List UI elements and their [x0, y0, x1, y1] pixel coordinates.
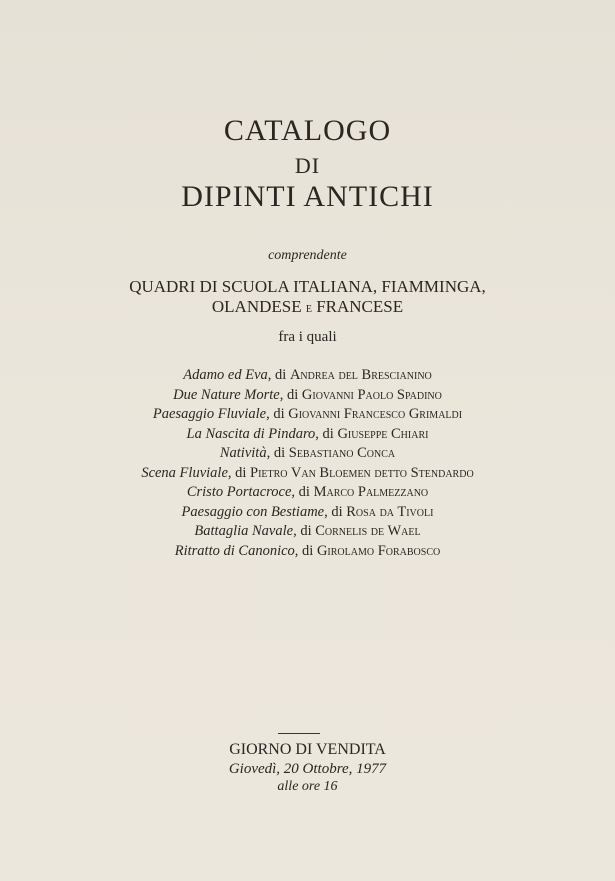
- work-title: Battaglia Navale: [194, 523, 294, 539]
- work-sep: , di: [294, 542, 317, 559]
- work-sep: , di: [293, 523, 316, 539]
- work-title: Natività: [219, 445, 267, 461]
- work-sep: , di: [227, 464, 251, 481]
- work-title: La Nascita di Pindaro: [186, 425, 316, 442]
- work-title: Paesaggio Fluviale: [152, 406, 267, 422]
- work-artist: Girolamo Forabosco: [316, 542, 441, 559]
- work-artist: Giovanni Francesco Grimaldi: [288, 406, 463, 422]
- work-item: [0, 386, 615, 406]
- work-item: [0, 464, 615, 484]
- sale-heading: GIORNO DI VENDITA: [229, 741, 386, 758]
- work-item: [0, 483, 615, 503]
- work-title: Paesaggio con Bestiame: [181, 503, 325, 520]
- schools-olandese: OLANDESE: [211, 297, 306, 316]
- divider-rule: [278, 733, 320, 734]
- work-sep: , di: [267, 367, 290, 383]
- work-item: [0, 444, 615, 464]
- work-item: [0, 542, 615, 562]
- work-artist: Andrea del Brescianino: [289, 367, 432, 383]
- schools-francese: FRANCESE: [311, 297, 404, 316]
- schools-line-2: [0, 297, 615, 320]
- fra-i-quali: fra i quali: [278, 329, 337, 345]
- work-item: [0, 522, 615, 542]
- work-item: [0, 366, 615, 386]
- sale-date: Giovedì, 20 Ottobre, 1977: [228, 761, 387, 777]
- work-item: [0, 405, 615, 425]
- work-artist: Cornelis de Wael: [315, 523, 421, 539]
- work-sep: , di: [266, 445, 289, 461]
- work-artist: Sebastiano Conca: [288, 445, 396, 461]
- schools-line-1: QUADRI DI SCUOLA ITALIANA, FIAMMINGA,: [129, 277, 486, 296]
- works-list: [0, 366, 615, 561]
- work-title: Ritratto di Canonico: [174, 542, 295, 559]
- work-title: Scena Fluviale: [141, 464, 228, 481]
- schools-description: [0, 277, 615, 320]
- work-artist: Marco Palmezzano: [313, 484, 429, 500]
- title-catalogo: CATALOGO: [223, 114, 392, 147]
- work-sep: , di: [266, 406, 289, 422]
- title-dipinti-antichi: DIPINTI ANTICHI: [181, 180, 434, 213]
- work-sep: , di: [279, 386, 302, 403]
- work-sep: , di: [324, 503, 347, 520]
- work-artist: Pietro Van Bloemen detto Stendardo: [250, 464, 474, 481]
- title-di: DI: [294, 153, 321, 178]
- work-artist: Rosa da Tivoli: [346, 503, 434, 520]
- work-sep: , di: [291, 484, 314, 500]
- schools-conjunction: E: [305, 304, 312, 315]
- work-item: [0, 503, 615, 523]
- work-title: Due Nature Morte: [173, 386, 280, 403]
- subtitle-comprendente: comprendente: [268, 248, 347, 263]
- work-item: [0, 425, 615, 445]
- work-title: Cristo Portacroce: [186, 484, 292, 500]
- work-sep: , di: [315, 425, 338, 442]
- work-title: Adamo ed Eva: [183, 367, 268, 383]
- work-artist: Giuseppe Chiari: [337, 425, 429, 442]
- work-artist: Giovanni Paolo Spadino: [301, 386, 442, 403]
- sale-time: alle ore 16: [277, 779, 338, 794]
